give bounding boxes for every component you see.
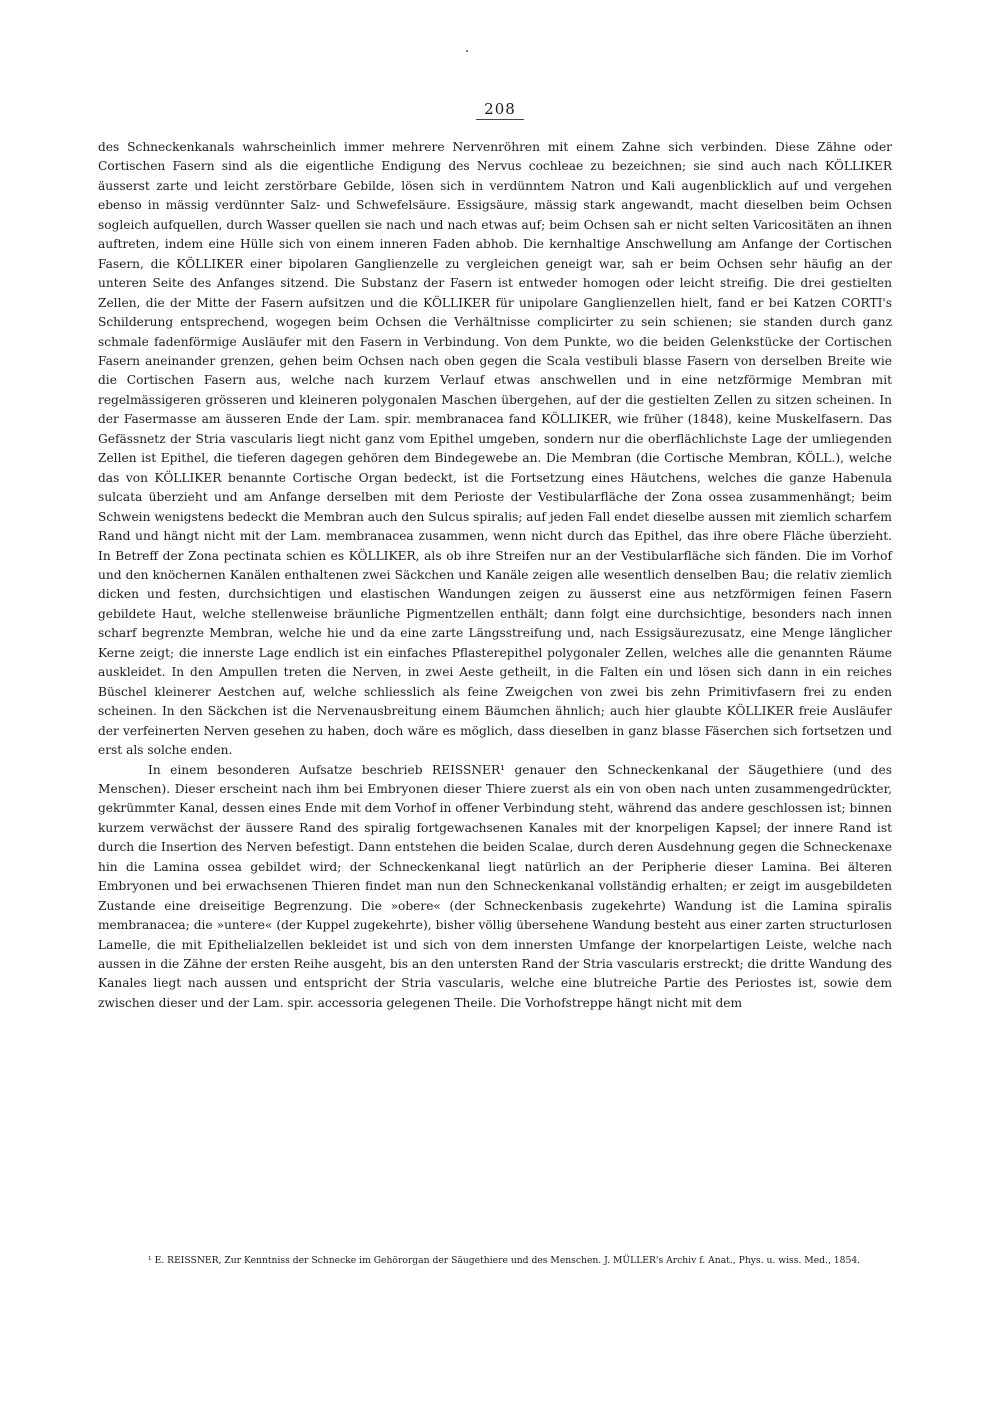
- footnote: ¹ E. REISSNER, Zur Kenntniss der Schnecke im Gehörorgan der Säugethiere und des Menschen. J. MÜLLER's Archiv f. Anat., Phys. u. wiss. Med., 1854.: [148, 1255, 861, 1266]
- page-number-text: 208: [476, 100, 524, 120]
- paragraph-1: des Schneckenkanals wahrscheinlich immer mehrere Nervenröhren mit einem Zahne sich verbinden. Diese Zähne oder Cortischen Fasern sind als die eigentliche Endigung des Nervus cochleae zu bezeichnen; sie sind auch nach KÖLLIKER äusserst zarte und leicht zerstörbare Gebilde, lösen sich in verdünntem Natron und Kali augenblicklich auf und vergehen ebenso in mässig verdünnter Salz- und Schwefelsäure. Essigsäure, mässig stark angewandt, macht dieselben beim Ochsen sogleich aufquellen, durch Wasser quellen sie nach und nach etwas auf; beim Ochsen sah er nicht selten Varicositäten an ihnen auftreten, indem eine Hülle sich von einem inneren Faden abhob. Die kernhaltige Anschwellung am Anfange der Cortischen Fasern, die KÖLLIKER einer bipolaren Ganglienzelle zu vergleichen geneigt war, sah er beim Ochsen sehr häufig an der unteren Seite des Anfanges sitzend. Die Substanz der Fasern ist entweder homogen oder leicht streifig. Die drei gestielten Zellen, die der Mitte der Fasern aufsitzen und die KÖLLIKER für unipolare Ganglienzellen hielt, fand er bei Katzen CORTI's Schilderung entsprechend, wogegen beim Ochsen die Verhältnisse complicirter zu sein schienen; sie standen durch ganz schmale fadenförmige Ausläufer mit den Fasern in Verbindung. Von dem Punkte, wo die beiden Gelenkstücke der Cortischen Fasern aneinander grenzen, gehen beim Ochsen nach oben gegen die Scala vestibuli blasse Fasern von derselben Breite wie die Cortischen Fasern aus, welche nach kurzem Verlauf etwas anschwellen und in eine netzförmige Membran mit regelmässigeren grösseren und kleineren polygonalen Maschen übergehen, auf der die gestielten Zellen zu sitzen scheinen. In der Fasermasse am äusseren Ende der Lam. spir. membranacea fand KÖLLIKER, wie früher (1848), keine Muskelfasern. Das Gefässnetz der Stria vascularis liegt nicht ganz vom Epithel umgeben, sondern nur die oberflächlichste Lage der umliegenden Zellen ist Epithel, die tieferen dagegen gehören dem Bindegewebe an. Die Membran (die Cortische Membran, KÖLL.), welche das von KÖLLIKER benannte Cortische Organ bedeckt, ist die Fortsetzung eines Häutchens, welches die ganze Habenula sulcata überzieht und am Anfange derselben mit dem Perioste der Vestibularfläche der Zona ossea zusammenhängt; beim Schwein wenigstens bedeckt die Membran auch den Sulcus spiralis; auf jeden Fall endet dieselbe aussen mit ziemlich scharfem Rand und hängt nicht mit der Lam. membranacea zusammen, wenn nicht durch das Epithel, das ihre obere Fläche überzieht. In Betreff der Zona pectinata schien es KÖLLIKER, als ob ihre Streifen nur an der Vestibularfläche sich fänden. Die im Vorhof und den knöchernen Kanälen enthaltenen zwei Säckchen und Kanäle zeigen alle wesentlich denselben Bau; die relativ ziemlich dicken und festen, durchsichtigen und elastischen Wandungen zeigen zu äusserst eine aus netzförmigen feinen Fasern gebildete Haut, welche stellenweise bräunliche Pigmentzellen enthält; dann folgt eine durchsichtige, besonders nach innen scharf begrenzte Membran, welche hie und da eine zarte Längsstreifung und, nach Essigsäurezusatz, eine Menge länglicher Kerne zeigt; die innerste Lage endlich ist ein einfaches Pflasterepithel polygonaler Zellen, welches alle die genannten Räume auskleidet. In den Ampullen treten die Nerven, in zwei Aeste getheilt, in die Falten ein und lösen sich dann in ein reiches Büschel kleinerer Aestchen auf, welche schliesslich als feine Zweigchen von zwei bis zehn Primitivfasern frei zu enden scheinen. In den Säckchen ist die Nervenausbreitung einem Bäumchen ähnlich; auch hier glaubte KÖLLIKER freie Ausläufer der verfeinerten Nerven gesehen zu haben, doch wäre es möglich, dass dieselben in ganz blasse Fäserchen sich fortsetzen und erst als solche enden.: [98, 140, 892, 758]
- paragraph-2: In einem besonderen Aufsatze beschrieb REISSNER¹ genauer den Schneckenkanal der Säugethiere (und des Menschen). Dieser erscheint nach ihm bei Embryonen dieser Thiere zuerst als ein von oben nach unten zusammengedrückter, gekrümmter Kanal, dessen eines Ende mit dem Vorhof in offener Verbindung steht, während das andere geschlossen ist; binnen kurzem verwächst der äussere Rand des spiralig fortgewachsenen Kanales mit der knorpeligen Kapsel; der innere Rand ist durch die Insertion des Nerven befestigt. Dann entstehen die beiden Scalae, durch deren Ausdehnung gegen die Schneckenaxe hin die Lamina ossea gebildet wird; der Schneckenkanal liegt natürlich an der Peripherie dieser Lamina. Bei älteren Embryonen und bei erwachsenen Thieren findet man nun den Schneckenkanal vollständig erhalten; er zeigt im ausgebildeten Zustande eine dreiseitige Begrenzung. Die »obere« (der Schneckenbasis zugekehrte) Wandung ist die Lamina spiralis membranacea; die »untere« (der Kuppel zugekehrte), bisher völlig übersehene Wandung besteht aus einer zarten structurlosen Lamelle, die mit Epithelialzellen bekleidet ist und sich von dem innersten Umfange der knorpelartigen Leiste, welche nach aussen in die Zähne der ersten Reihe ausgeht, bis an den untersten Rand der Stria vascularis erstreckt; die dritte Wandung des Kanales liegt nach aussen und entspricht der Stria vascularis, welche eine blutreiche Partie des Periostes ist, sowie dem zwischen dieser und der Lam. spir. accessoria gelegenen Theile. Die Vorhofstreppe hängt nicht mit dem: [98, 762, 892, 1010]
- print-speck: [466, 50, 468, 52]
- page-number: [0, 100, 1000, 120]
- body-text: [98, 138, 892, 1013]
